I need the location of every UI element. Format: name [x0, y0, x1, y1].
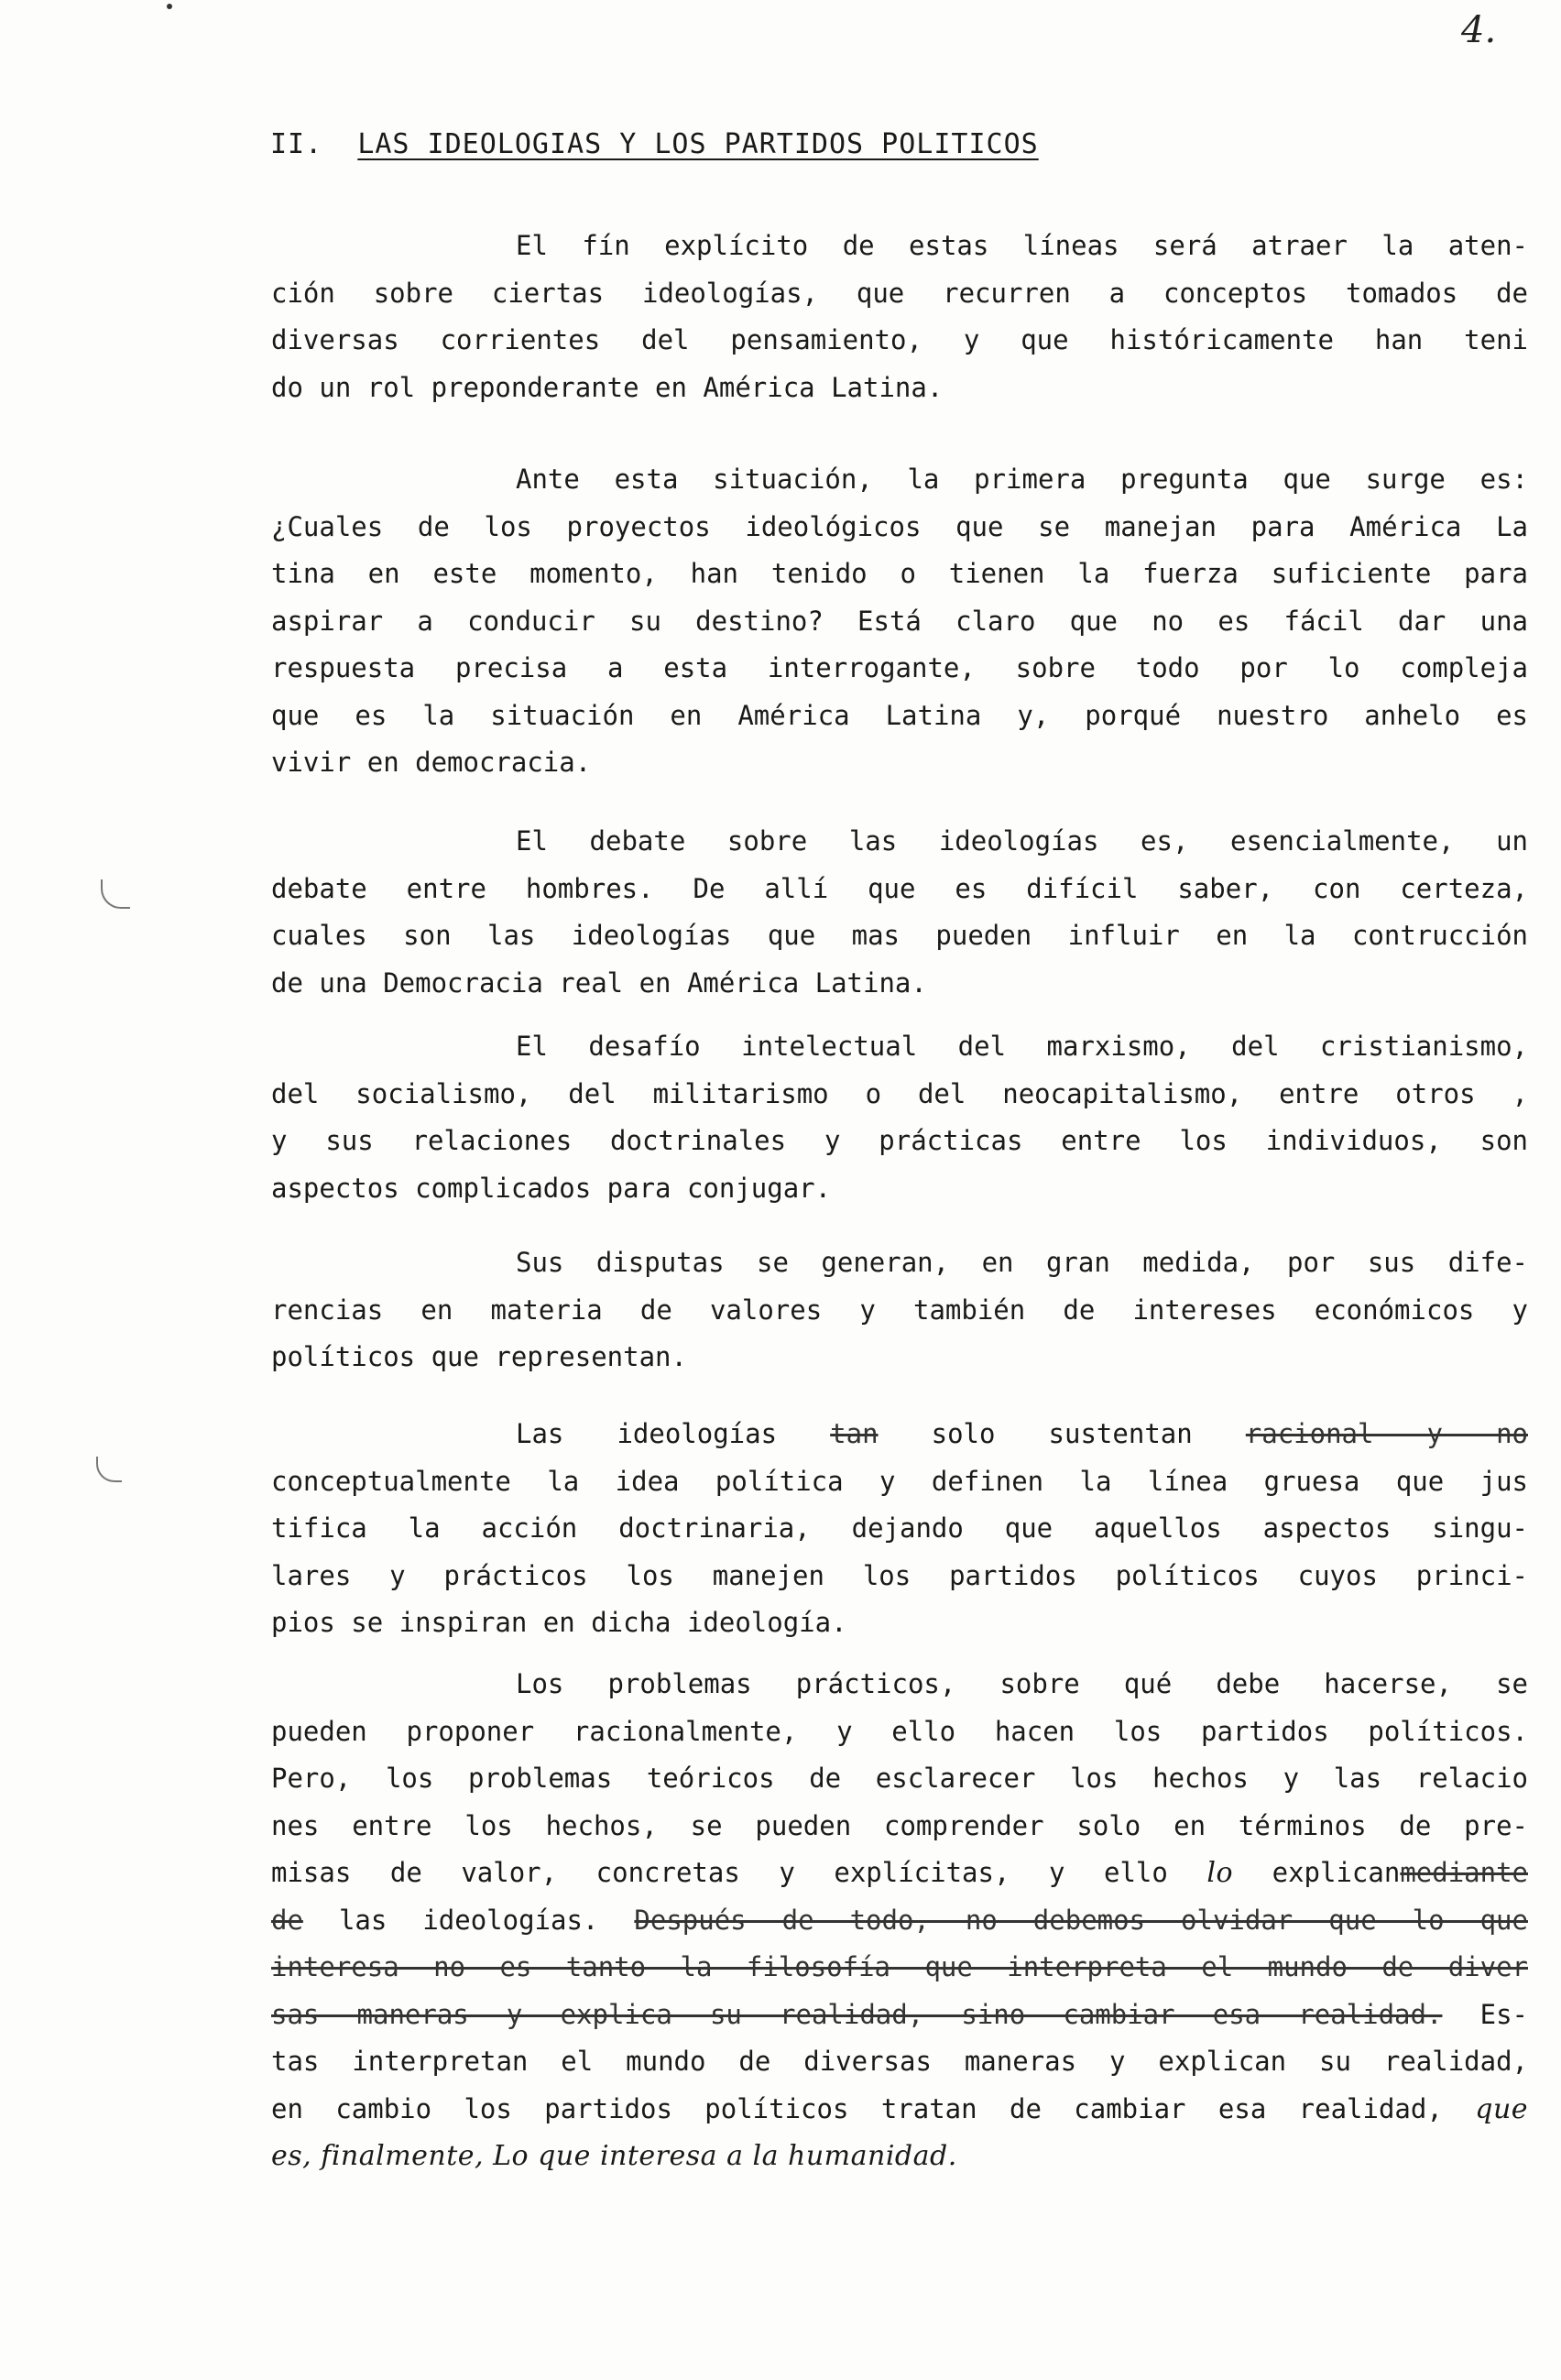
paragraph-5: [271, 1239, 1528, 1381]
text-line: del socialismo, del militarismo o del neocapitalismo, entre otros ,: [271, 1077, 1528, 1109]
text-line: vivir en democracia.: [271, 747, 592, 778]
text-line: El fín explícito de estas líneas será atraer la aten-: [516, 230, 1528, 261]
struck-line: interesa no es tanto la filosofía que interpreta el mundo de diver: [271, 1951, 1528, 1982]
text-line: debate entre hombres. De allí que es difícil saber, con certeza,: [271, 872, 1528, 904]
section-title: LAS IDEOLOGIAS Y LOS PARTIDOS POLITICOS: [357, 128, 1039, 160]
handwritten-line: es, finalmente, Lo que interesa a la humanidad.: [271, 2140, 957, 2172]
struck-text: sas maneras y explica su realidad, sino cambiar esa realidad.: [271, 1998, 1443, 2030]
text-segment: explican: [1272, 1857, 1401, 1888]
text-line: de una Democracia real en América Latina.: [271, 966, 927, 999]
text-line: tina en este momento, han tenido o tienen la fuerza suficiente para: [271, 558, 1528, 589]
text-line-with-edits: [271, 1411, 1528, 1458]
text-line: cuales son las ideologías que mas pueden influir en la contrucción: [271, 920, 1528, 951]
text-line-with-edits: [271, 2086, 1528, 2134]
text-line: Ante esta situación, la primera pregunta que surge es:: [516, 464, 1528, 495]
text-line: lares y prácticos los manejen los partidos políticos cuyos princi-: [271, 1559, 1528, 1591]
struck-text: racional y no: [1245, 1418, 1529, 1449]
paragraph-6: [271, 1411, 1528, 1647]
paragraph-7: [271, 1661, 1528, 2180]
text-segment: las ideologías.: [338, 1904, 599, 1936]
text-segment: Las ideologías: [516, 1418, 778, 1449]
struck-text: de: [271, 1904, 303, 1936]
text-line: que es la situación en América Latina y, porqué nuestro anhelo es: [271, 699, 1528, 731]
page-number: 4.: [1461, 9, 1497, 51]
text-line: rencias en materia de valores y también de intereses económicos y: [271, 1294, 1528, 1326]
text-line-with-edits: [271, 1850, 1528, 1897]
text-line: pueden proponer racionalmente, y ello hacen los partidos políticos.: [271, 1715, 1528, 1747]
paragraph-1: [271, 223, 1528, 411]
handwritten-text: que: [1475, 2092, 1529, 2125]
text-line: respuesta precisa a esta interrogante, sobre todo por lo compleja: [271, 652, 1528, 683]
struck-text: tan: [830, 1418, 879, 1449]
text-line-with-edits: [271, 1897, 1528, 1945]
text-line: aspirar a conducir su destino? Está claro que no es fácil dar una: [271, 605, 1528, 637]
paragraph-4: [271, 1023, 1528, 1212]
text-line: do un rol preponderante en América Latina.: [271, 371, 944, 403]
text-line: Pero, los problemas teóricos de esclarecer los hechos y las relacio: [271, 1763, 1528, 1794]
scan-dot: [167, 4, 172, 9]
text-line: Sus disputas se generan, en gran medida, por sus dife-: [516, 1247, 1528, 1278]
text-line: pios se inspiran en dicha ideología.: [271, 1607, 847, 1638]
text-segment: en cambio los partidos políticos tratan de cambiar esa realidad,: [271, 2092, 1443, 2124]
struck-text: Después de todo, no debemos olvidar que lo que: [634, 1904, 1528, 1936]
text-segment: misas de valor, concretas y explícitas, y ello: [271, 1857, 1168, 1888]
text-segment: solo sustentan: [931, 1418, 1193, 1449]
struck-text: mediante: [1400, 1857, 1528, 1888]
text-line: El desafío intelectual del marxismo, del cristianismo,: [516, 1031, 1528, 1062]
margin-mark: [101, 879, 130, 909]
section-number: II.: [270, 128, 323, 160]
text-line: conceptualmente la idea política y definen la línea gruesa que jus: [271, 1465, 1528, 1497]
text-line: ¿Cuales de los proyectos ideológicos que se manejan para América La: [271, 510, 1528, 542]
text-segment: Es-: [1479, 1998, 1528, 2030]
text-line: El debate sobre las ideologías es, esencialmente, un: [516, 825, 1528, 857]
text-line: tas interpretan el mundo de diversas maneras y explican su realidad,: [271, 2046, 1528, 2077]
margin-mark: [96, 1457, 122, 1482]
section-heading: [270, 128, 1039, 160]
text-line: diversas corrientes del pensamiento, y que históricamente han teni: [271, 324, 1528, 355]
text-line: políticos que representan.: [271, 1341, 687, 1372]
handwritten-insertion: lo: [1206, 1857, 1234, 1889]
text-line: y sus relaciones doctrinales y prácticas entre los individuos, son: [271, 1125, 1528, 1156]
text-line: nes entre los hechos, se pueden comprender solo en términos de pre-: [271, 1809, 1528, 1841]
text-line: Los problemas prácticos, sobre qué debe hacerse, se: [516, 1668, 1528, 1699]
paragraph-2: [271, 456, 1528, 787]
paragraph-3: [271, 818, 1528, 1007]
text-line: ción sobre ciertas ideologías, que recurren a conceptos tomados de: [271, 277, 1528, 309]
text-line-with-edits: [271, 1992, 1528, 2039]
text-line: aspectos complicados para conjugar.: [271, 1172, 832, 1204]
text-line: tifica la acción doctrinaria, dejando que aquellos aspectos singu-: [271, 1512, 1528, 1544]
